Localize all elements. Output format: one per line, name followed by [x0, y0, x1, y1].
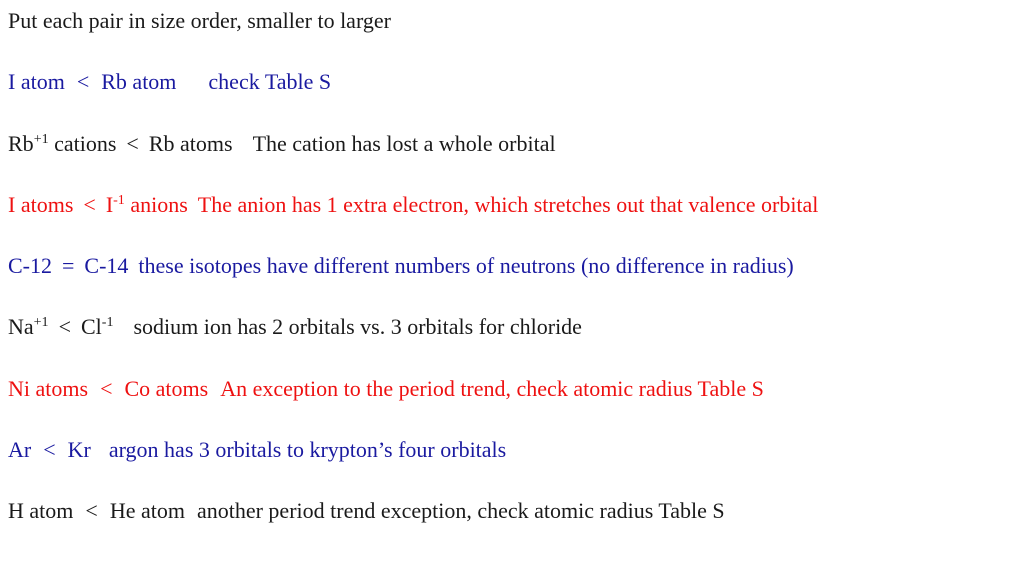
row-note: The cation has lost a whole orbital: [252, 131, 556, 156]
row-note: another period trend exception, check atomic radius Table S: [196, 498, 725, 523]
row-left-superscript: +1: [33, 315, 49, 330]
row-operator: <: [100, 376, 113, 401]
row-operator: <: [83, 192, 96, 217]
row-h-vs-he: [8, 497, 725, 525]
row-note: sodium ion has 2 orbitals vs. 3 orbitals for chloride: [133, 314, 582, 339]
row-right: C-14: [84, 253, 129, 278]
row-operator: =: [62, 253, 75, 278]
row-rb-cation-vs-atom: [8, 130, 556, 158]
row-i-vs-rb: [8, 68, 331, 96]
row-right: He atom: [109, 498, 185, 523]
row-right: Rb atom: [101, 69, 177, 94]
row-left: I atom: [8, 69, 65, 94]
row-operator: <: [58, 314, 71, 339]
row-right-rest: anions: [130, 192, 188, 217]
row-right-base: Cl: [80, 314, 102, 339]
row-note: An exception to the period trend, check atomic radius Table S: [220, 376, 764, 401]
row-ni-vs-co: [8, 375, 764, 403]
row-note: The anion has 1 extra electron, which stretches out that valence orbital: [197, 192, 819, 217]
row-isotopes: [8, 252, 794, 280]
row-left-superscript: +1: [33, 132, 49, 147]
row-left-rest: cations: [54, 131, 117, 156]
row-left: H atom: [8, 498, 74, 523]
row-na-vs-cl: [8, 313, 582, 341]
row-operator: <: [126, 131, 139, 156]
row-left-base: Na: [8, 314, 34, 339]
row-right-base: I: [105, 192, 114, 217]
row-operator: <: [85, 498, 98, 523]
row-left: Ni atoms: [8, 376, 89, 401]
row-right: Rb atoms: [148, 131, 233, 156]
row-operator: <: [43, 437, 56, 462]
row-right-superscript: -1: [101, 315, 114, 330]
heading: [8, 7, 391, 35]
row-operator: <: [76, 69, 90, 94]
row-right-superscript: -1: [113, 193, 125, 208]
row-left: Ar: [8, 437, 32, 462]
row-left: C-12: [8, 253, 52, 278]
heading-text: Put each pair in size order, smaller to larger: [8, 8, 391, 33]
row-note: argon has 3 orbitals to krypton’s four orbitals: [108, 437, 507, 462]
row-i-atom-vs-anion: [8, 191, 818, 219]
row-right: Co atoms: [124, 376, 209, 401]
row-left-base: Rb: [8, 131, 34, 156]
row-note: these isotopes have different numbers of neutrons (no difference in radius): [138, 253, 794, 278]
row-ar-vs-kr: [8, 436, 506, 464]
row-note: check Table S: [208, 69, 332, 94]
row-right: Kr: [67, 437, 91, 462]
row-left: I atoms: [8, 192, 74, 217]
